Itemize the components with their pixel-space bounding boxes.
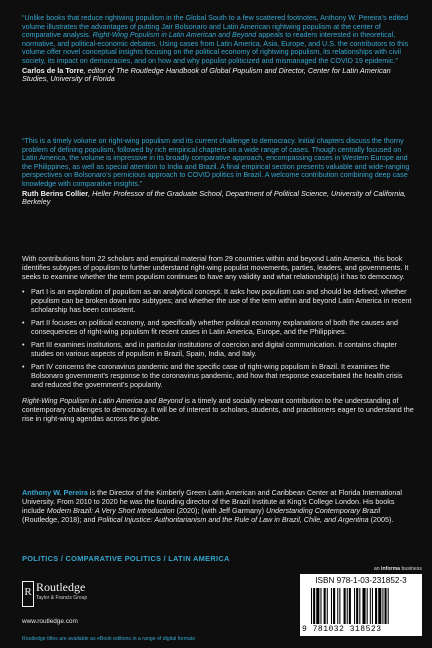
list-item: • Part II focuses on political economy, and specifically whether political economy explanations of both the causes and consequences of right-wing populism fit recent cases in Latin America, Europe, and the Philippines. [22, 318, 399, 336]
barcode-bar [316, 588, 319, 624]
barcode-bar [359, 588, 360, 624]
author-name: Anthony W. Pereira [22, 488, 88, 497]
barcode-bar [347, 588, 348, 624]
barcode-bar [362, 588, 365, 624]
endorsement-2-author: Ruth Berins Collier, Heller Professor of the Graduate School, Department of Political Science, University of California, Berkeley [22, 188, 407, 207]
publisher-group: Taylor & Francis Group [36, 595, 88, 601]
barcode-bar [344, 588, 346, 624]
list-item: • Part IV concerns the coronavirus pandemic and the specific case of right-wing populism in Brazil. It examines the Bolsonaro government’s response to the coronavirus pandemic, and how that response exacerbated the health crisis and reduced the government’s popularity. [22, 362, 403, 389]
barcode-bar [382, 588, 383, 624]
parts-list [22, 287, 414, 389]
barcode-bar [385, 588, 387, 624]
publisher-name: Routledge [36, 580, 86, 594]
barcode-bar [375, 588, 377, 624]
barcode-bar [378, 588, 381, 624]
intro-paragraph: With contributions from 22 scholars and empirical material from 29 countries within and beyond Latin America, this book identifies subtypes of populism to further understand right-wing populist movements, parties, leaders, and governments. It seeks to examine whether the term populism continues to have any validity and what relationship(s) it has to democracy. [22, 254, 409, 281]
barcode-bar [356, 588, 358, 624]
ebook-note: Routledge titles are available as eBook editions in a range of digital formats [22, 636, 196, 642]
barcode-bar [324, 588, 326, 624]
description [22, 254, 414, 423]
informa-tag: an informa business [373, 566, 422, 572]
endorsement-2 [22, 137, 414, 207]
publisher-website: www.routledge.com [22, 618, 78, 625]
barcode-digits: 9 781032 318523 [302, 625, 382, 634]
barcode-bars [311, 588, 415, 624]
barcode-bar [370, 588, 371, 624]
publisher-logo [22, 580, 152, 610]
closing-paragraph: Right-Wing Populism in Latin America and Beyond is a timely and socially relevant contribution to the understanding of contemporary challenges to democracy. It will be of interest to scholars, students, and practitioners eager to understand the rise in right-wing agendas across the globe. [22, 396, 414, 423]
barcode-bar [354, 588, 355, 624]
barcode-bar [327, 588, 328, 624]
barcode-bar [311, 588, 312, 624]
barcode-bar [349, 588, 351, 624]
endorsement-1-quote: “Unlike books that reduce rightwing populism in the Global South to a few scattered footnotes, Anthony W. Pereira’s edited volume illustrates the advantages of putting Jair Bolsonaro and Latin American rightwing populism at the center of comparative analysis. Right-Wing Populism in Latin American and Beyond appeals to readers interested in theoretical, normative, and political-economic debates. Using cases from Latin America, Asia, Europe, and U.S. the contributors to this volume offer novel conceptual insights focusing on the political economy of rightwing populism, its relationships with civil society, its impact on democracies, and on how and why populist politicized and mismanaged the COVID 19 epidemic.” [22, 14, 409, 65]
svg-text:R: R [24, 586, 32, 598]
author-bio: Anthony W. Pereira is the Director of the Kimberly Green Latin American and Caribbean Center at Florida International University. From 2010 to 2020 he was the founding director of the Brazil Institute at King’s College London. His books include Modern Brazil: A Very Short Introduction (2020); (with Jeff Garmany) Understanding Contemporary Brazil (Routledge, 2018); and Political Injustice: Authoritarianism and the Rule of Law in Brazil, Chile, and Argentina (2005). [22, 488, 402, 524]
endorsement-1 [22, 14, 414, 84]
barcode-bar [367, 588, 368, 624]
barcode-bar [320, 588, 321, 624]
list-item: • Part III examines institutions, and in particular institutions of coercion and digital communication. It contains chapter studies on various aspects of populism in Brazil, Spain, India, and Italy. [22, 340, 397, 358]
isbn-barcode [300, 574, 422, 636]
isbn-text: ISBN 978-1-03-231852-3 [315, 576, 407, 585]
barcode-bar [313, 588, 315, 624]
barcode-bar [372, 588, 373, 624]
endorsement-2-quote: “This is a timely volume on right-wing populism and its current challenge to democracy. Initial chapters discuss the thorny problem of defining populism, followed by rich empirical chapters on a wide range of cases. Though centrally focused on Latin America, the volume is impressive in its broadly comparative approach, encompassing cases in Western Europe and the Philippines, as well as special attention to India and Brazil. A final empirical section presents valuable and wide-ranging perspectives on Bolsonaro’s pernicious approach to COVID politics in Brazil. A welcome contribution combining deep case knowledge with comparative insights.” [22, 137, 410, 188]
barcode-bar [331, 588, 332, 624]
routledge-r-icon [22, 581, 34, 607]
list-item: • Part I is an exploration of populism as an analytical concept. It asks how populism can and should be defined; whether populism can be broken down into subtypes; and whether the use of the term within and beyond Latin America in recent scholarship has been consistent. [22, 287, 412, 314]
barcode-bar [339, 588, 340, 624]
endorsement-1-author: Carlos de la Torre, editor of The Routledge Handbook of Global Populism and Director, Center for Latin American Studies, University of Florida [22, 65, 391, 84]
barcode-bar [333, 588, 335, 624]
subject-categories: POLITICS / COMPARATIVE POLITICS / LATIN AMERICA [22, 554, 230, 563]
barcode-bar [337, 588, 338, 624]
barcode-bar [388, 588, 389, 624]
